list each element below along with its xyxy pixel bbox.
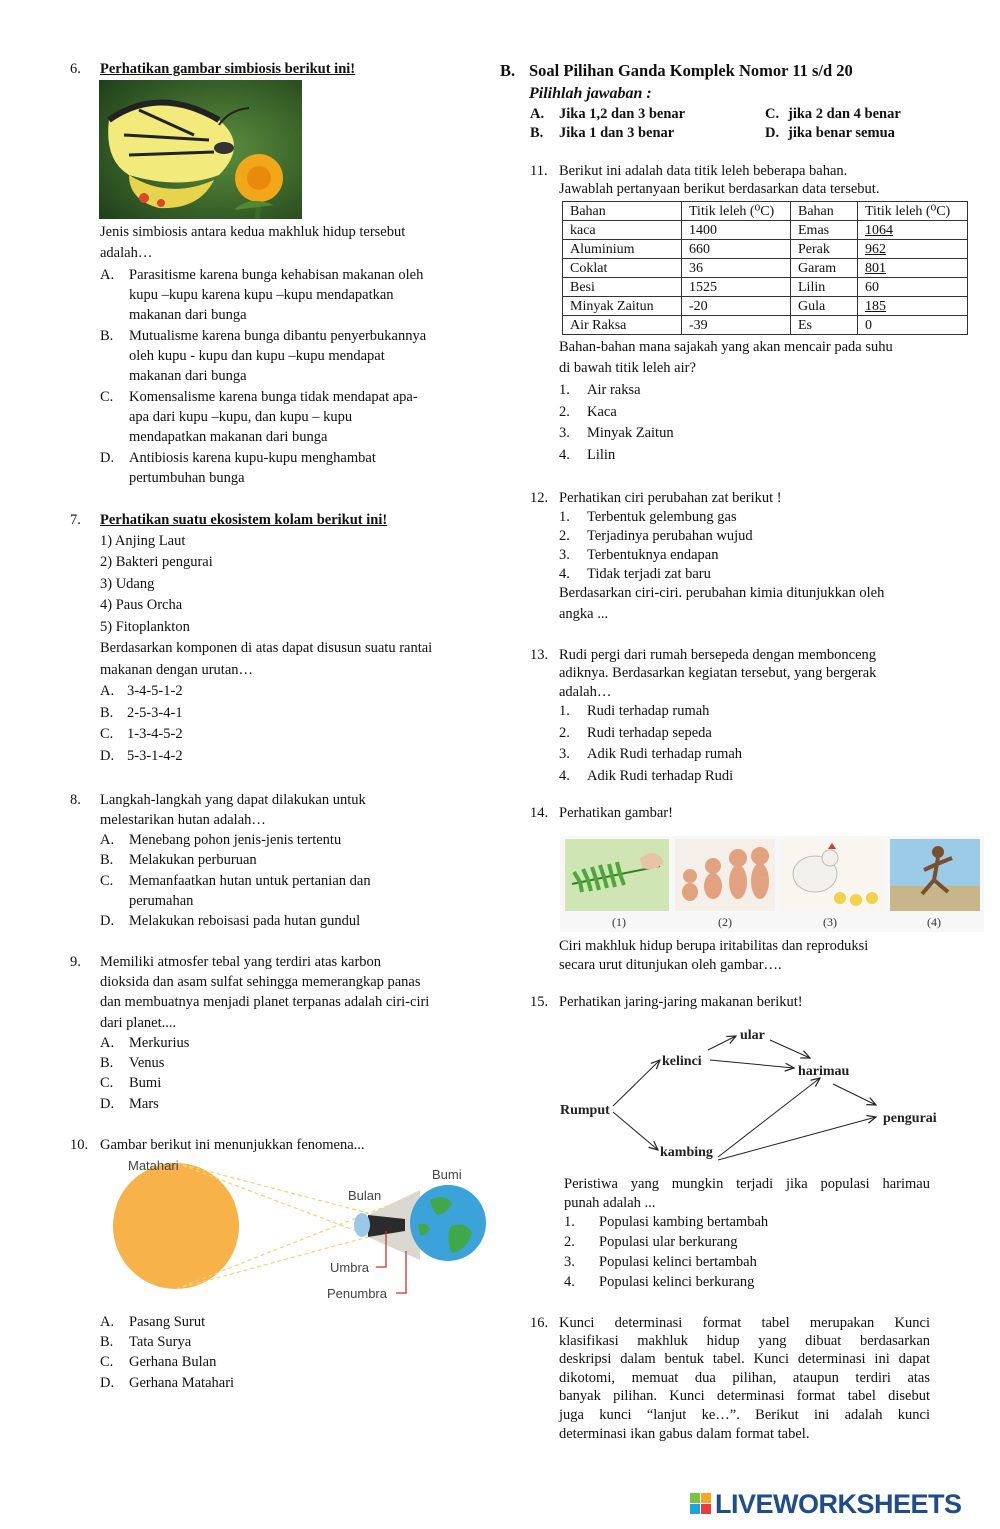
table-cell: Perak — [791, 240, 858, 259]
food-web-diagram — [558, 1022, 948, 1164]
q9-option-letter: D. — [100, 1096, 115, 1112]
key-text: Jika 1 dan 3 benar — [559, 125, 675, 141]
q9-option-text: Venus — [129, 1055, 165, 1071]
q9-option-text: Mars — [129, 1096, 159, 1112]
q6-option-a-line: makanan dari bunga — [129, 307, 247, 323]
q12-question-line: Berdasarkan ciri-ciri. perubahan kimia ditunjukkan oleh — [559, 585, 885, 601]
table-header-row — [563, 202, 968, 221]
babies-image — [675, 839, 775, 911]
q6-number: 6. — [70, 61, 81, 77]
q7-item: 3) Udang — [100, 576, 155, 592]
q7-item: 5) Fitoplankton — [100, 619, 190, 635]
q12-title: Perhatikan ciri perubahan zat berikut ! — [559, 490, 782, 506]
q15-title: Perhatikan jaring-jaring makanan berikut! — [559, 994, 803, 1010]
q8-option-letter: A. — [100, 832, 115, 848]
q8-number: 8. — [70, 792, 81, 808]
sun-label: Matahari — [128, 1158, 179, 1173]
table-cell: Aluminium — [563, 240, 682, 259]
mimosa-image — [565, 839, 669, 911]
q7-item: 2) Bakteri pengurai — [100, 554, 213, 570]
q15-item: Populasi ular berkurang — [599, 1234, 738, 1250]
butterfly-flower-image — [99, 80, 302, 219]
q8-option-letter: C. — [100, 873, 114, 889]
q13-item-number: 4. — [559, 768, 570, 784]
q11-item-number: 2. — [559, 404, 570, 420]
key-text: jika benar semua — [788, 125, 895, 141]
table-row — [563, 259, 968, 278]
q12-item: Terjadinya perubahan wujud — [587, 528, 753, 544]
q7-item: 4) Paus Orcha — [100, 597, 183, 613]
key-text: jika 2 dan 4 benar — [788, 106, 901, 122]
q10-question: Gambar berikut ini menunjukkan fenomena... — [100, 1137, 365, 1153]
table-row — [563, 297, 968, 316]
q8-option-letter: B. — [100, 852, 114, 868]
table-cell: 801 — [858, 259, 968, 278]
q13-question-line: adiknya. Berdasarkan kegiatan tersebut, yang bergerak — [559, 665, 877, 681]
q11-number: 11. — [530, 163, 548, 179]
q7-option-letter: A. — [100, 683, 115, 699]
section-b-subtitle: Pilihlah jawaban : — [529, 85, 652, 102]
q14-question-line: Ciri makhluk hidup berupa iritabilitas dan reproduksi — [559, 938, 869, 954]
table-header-cell: Bahan — [791, 202, 858, 221]
q6-option-b-line: makanan dari bunga — [129, 368, 247, 384]
q11-question-line: di bawah titik leleh air? — [559, 360, 696, 376]
q6-option-b-letter: B. — [100, 328, 114, 344]
q6-option-d-letter: D. — [100, 450, 115, 466]
q8-option-line: Melakukan reboisasi pada hutan gundul — [129, 913, 361, 929]
q6-option-d-line: Antibiosis karena kupu-kupu menghambat — [129, 450, 376, 466]
q7-option-text: 1-3-4-5-2 — [127, 726, 183, 742]
q10-option-text: Pasang Surut — [129, 1314, 206, 1330]
q16-number: 16. — [530, 1315, 549, 1331]
q10-option-letter: B. — [100, 1334, 114, 1350]
q15-item: Populasi kelinci bertambah — [599, 1254, 757, 1270]
section-b-label: B. — [500, 61, 516, 80]
table-cell: Coklat — [563, 259, 682, 278]
table-cell: Lilin — [791, 278, 858, 297]
table-cell: 1525 — [682, 278, 791, 297]
table-cell: Es — [791, 316, 858, 335]
liveworksheets-brand[interactable]: LIVEWORKSHEETS — [715, 1489, 962, 1519]
q11-item: Air raksa — [587, 382, 641, 398]
q9-option-letter: A. — [100, 1035, 115, 1051]
q9-question-line: dioksida dan asam sulfat sehingga memerangkap panas — [100, 974, 421, 990]
q6-option-a-letter: A. — [100, 267, 115, 283]
q12-item-number: 3. — [559, 547, 570, 563]
table-cell: Minyak Zaitun — [563, 297, 682, 316]
section-b-title: Soal Pilihan Ganda Komplek Nomor 11 s/d 20 — [529, 61, 853, 80]
q6-option-a-line: kupu –kupu karena kupu –kupu mendapatkan — [129, 287, 394, 303]
hen-chicks-image — [782, 839, 884, 911]
q15-number: 15. — [530, 994, 549, 1010]
q9-option-letter: B. — [100, 1055, 114, 1071]
q14-number: 14. — [530, 805, 549, 821]
caption-3: (3) — [823, 915, 837, 929]
q16-line: klasifikasi makhluk hidup yang dibuat berdasarkan — [559, 1333, 930, 1349]
living-things-images — [560, 836, 984, 932]
q7-option-text: 3-4-5-1-2 — [127, 683, 183, 699]
table-row — [563, 240, 968, 259]
q11-item: Lilin — [587, 447, 616, 463]
q10-option-letter: C. — [100, 1354, 114, 1370]
q6-question-line: Jenis simbiosis antara kedua makhluk hidup tersebut — [100, 224, 406, 240]
q10-option-text: Gerhana Matahari — [129, 1375, 235, 1391]
q8-question-line: Langkah-langkah yang dapat dilakukan untuk — [100, 792, 366, 808]
q10-option-text: Gerhana Bulan — [129, 1354, 217, 1370]
q16-line: banyak pilihan. Kunci determinasi format tabel disebut — [559, 1388, 930, 1404]
q8-option-line: Memanfaatkan hutan untuk pertanian dan — [129, 873, 371, 889]
table-cell: 1064 — [858, 221, 968, 240]
q13-item-number: 1. — [559, 703, 570, 719]
q13-item-number: 2. — [559, 725, 570, 741]
q7-option-text: 5-3-1-4-2 — [127, 748, 183, 764]
table-cell: 660 — [682, 240, 791, 259]
q12-question-line: angka ... — [559, 606, 609, 622]
table-cell: 0 — [858, 316, 968, 335]
eclipse-diagram — [100, 1155, 495, 1305]
table-cell: Garam — [791, 259, 858, 278]
table-cell: Emas — [791, 221, 858, 240]
food-web-kambing: kambing — [660, 1145, 713, 1160]
caption-2: (2) — [718, 915, 732, 929]
q15-item-number: 2. — [564, 1234, 575, 1250]
q12-item-number: 2. — [559, 528, 570, 544]
q12-item: Terbentuknya endapan — [587, 547, 719, 563]
q9-question-line: Memiliki atmosfer tebal yang terdiri atas karbon — [100, 954, 382, 970]
sun-shape — [113, 1163, 239, 1289]
q12-item-number: 4. — [559, 566, 570, 582]
key-letter: C. — [765, 106, 780, 122]
q8-option-letter: D. — [100, 913, 115, 929]
caption-1: (1) — [612, 915, 626, 929]
table-row — [563, 221, 968, 240]
table-cell: 60 — [858, 278, 968, 297]
q8-option-line: perumahan — [129, 893, 194, 909]
q15-item-number: 3. — [564, 1254, 575, 1270]
q6-option-b-line: Mutualisme karena bunga dibantu penyerbukannya — [129, 328, 427, 344]
q6-title: Perhatikan gambar simbiosis berikut ini! — [100, 61, 356, 77]
q16-line: juga kunci “lanjut ke…”. Berikut ini adalah kunci — [559, 1407, 930, 1423]
moon-shape — [354, 1213, 370, 1237]
umbra-label: Umbra — [330, 1260, 370, 1275]
table-cell: -39 — [682, 316, 791, 335]
key-letter: B. — [530, 125, 544, 141]
q13-item: Adik Rudi terhadap rumah — [587, 746, 743, 762]
q9-option-letter: C. — [100, 1075, 114, 1091]
table-cell: Gula — [791, 297, 858, 316]
table-row — [563, 278, 968, 297]
q15-question-line: Peristiwa yang mungkin terjadi jika populasi harimau — [564, 1176, 930, 1192]
q6-option-d-line: pertumbuhan bunga — [129, 470, 245, 486]
caption-4: (4) — [927, 915, 941, 929]
q13-item: Rudi terhadap rumah — [587, 703, 710, 719]
q7-question-line: Berdasarkan komponen di atas dapat disusun suatu rantai — [100, 640, 433, 656]
q7-option-letter: B. — [100, 705, 114, 721]
q7-title: Perhatikan suatu ekosistem kolam berikut ini! — [100, 512, 388, 528]
q11-intro-line: Berikut ini adalah data titik leleh beberapa bahan. — [559, 163, 848, 179]
q15-item: Populasi kambing bertambah — [599, 1214, 769, 1230]
key-letter: A. — [530, 106, 545, 122]
table-cell: 185 — [858, 297, 968, 316]
q16-line: determinasi ikan gabus dalam format tabel. — [559, 1426, 810, 1442]
q16-line: dikotomi, memuat dua pilihan, ataupun terdiri atas — [559, 1370, 930, 1386]
q6-question-line: adalah… — [100, 245, 153, 261]
penumbra-label: Penumbra — [327, 1286, 387, 1301]
q13-item: Adik Rudi terhadap Rudi — [587, 768, 734, 784]
q6-option-c-line: apa dari kupu –kupu, dan kupu – kupu — [129, 409, 353, 425]
earth-label: Bumi — [432, 1167, 462, 1182]
q14-title: Perhatikan gambar! — [559, 805, 673, 821]
q10-option-letter: D. — [100, 1375, 115, 1391]
q11-intro-line: Jawablah pertanyaan berikut berdasarkan data tersebut. — [559, 181, 880, 197]
q13-question-line: adalah… — [559, 684, 612, 700]
key-text: Jika 1,2 dan 3 benar — [559, 106, 686, 122]
table-cell: -20 — [682, 297, 791, 316]
q11-item-number: 1. — [559, 382, 570, 398]
runner-image — [890, 839, 980, 911]
q7-number: 7. — [70, 512, 81, 528]
q7-option-text: 2-5-3-4-1 — [127, 705, 183, 721]
q9-option-text: Bumi — [129, 1075, 162, 1091]
table-row — [563, 316, 968, 335]
q9-question-line: dari planet.... — [100, 1015, 177, 1031]
table-cell: 36 — [682, 259, 791, 278]
q16-line: Kunci determinasi format tabel merupakan Kunci — [559, 1315, 930, 1331]
q9-number: 9. — [70, 954, 81, 970]
moon-label: Bulan — [348, 1188, 382, 1203]
table-cell: 962 — [858, 240, 968, 259]
q6-option-a-line: Parasitisme karena bunga kehabisan makanan oleh — [129, 267, 424, 283]
q7-item: 1) Anjing Laut — [100, 533, 186, 549]
table-cell: 1400 — [682, 221, 791, 240]
q12-number: 12. — [530, 490, 549, 506]
q6-option-c-line: mendapatkan makanan dari bunga — [129, 429, 328, 445]
q15-item-number: 4. — [564, 1274, 575, 1290]
q11-question-line: Bahan-bahan mana sajakah yang akan mencair pada suhu — [559, 339, 893, 355]
food-web-ular: ular — [740, 1028, 765, 1043]
table-cell: kaca — [563, 221, 682, 240]
q8-option-line: Melakukan perburuan — [129, 852, 257, 868]
q10-number: 10. — [70, 1137, 89, 1153]
q10-option-text: Tata Surya — [129, 1334, 192, 1350]
q9-option-text: Merkurius — [129, 1035, 190, 1051]
q12-item-number: 1. — [559, 509, 570, 525]
q6-option-c-letter: C. — [100, 389, 114, 405]
q11-item: Kaca — [587, 404, 617, 420]
q12-item: Terbentuk gelembung gas — [587, 509, 737, 525]
table-header-cell: Titik leleh (⁰C) — [682, 202, 791, 221]
q7-question-line: makanan dengan urutan… — [100, 662, 254, 678]
food-web-kelinci: kelinci — [662, 1054, 702, 1069]
q10-option-letter: A. — [100, 1314, 115, 1330]
table-cell: Air Raksa — [563, 316, 682, 335]
liveworksheets-logo-icon — [690, 1493, 712, 1515]
q15-item: Populasi kelinci berkurang — [599, 1274, 755, 1290]
q11-item-number: 3. — [559, 425, 570, 441]
q7-option-letter: C. — [100, 726, 114, 742]
q9-question-line: dan membuatnya menjadi planet terpanas adalah ciri-ciri — [100, 994, 430, 1010]
key-letter: D. — [765, 125, 780, 141]
q8-question-line: melestarikan hutan adalah… — [100, 812, 266, 828]
earth-shape — [410, 1185, 486, 1261]
food-web-rumput: Rumput — [560, 1103, 610, 1118]
table-header-cell: Bahan — [563, 202, 682, 221]
q13-question-line: Rudi pergi dari rumah bersepeda dengan membonceng — [559, 647, 877, 663]
melting-point-table — [562, 201, 968, 335]
q14-question-line: secara urut ditunjukan oleh gambar…. — [559, 957, 782, 973]
q13-item: Rudi terhadap sepeda — [587, 725, 712, 741]
q15-question-line: punah adalah ... — [564, 1195, 656, 1211]
q6-option-b-line: oleh kupu - kupu dan kupu –kupu mendapat — [129, 348, 385, 364]
q6-option-c-line: Komensalisme karena bunga tidak mendapat apa- — [129, 389, 418, 405]
q16-line: deskripsi dalam bentuk tabel. Kunci determinasi ini dapat — [559, 1351, 930, 1367]
q11-item: Minyak Zaitun — [587, 425, 674, 441]
q13-item-number: 3. — [559, 746, 570, 762]
q7-option-letter: D. — [100, 748, 115, 764]
q15-item-number: 1. — [564, 1214, 575, 1230]
q12-item: Tidak terjadi zat baru — [587, 566, 711, 582]
table-cell: Besi — [563, 278, 682, 297]
q11-item-number: 4. — [559, 447, 570, 463]
food-web-harimau: harimau — [798, 1064, 850, 1079]
q8-option-line: Menebang pohon jenis-jenis tertentu — [129, 832, 342, 848]
q13-number: 13. — [530, 647, 549, 663]
table-header-cell: Titik leleh (⁰C) — [858, 202, 968, 221]
food-web-pengurai: pengurai — [883, 1111, 937, 1126]
